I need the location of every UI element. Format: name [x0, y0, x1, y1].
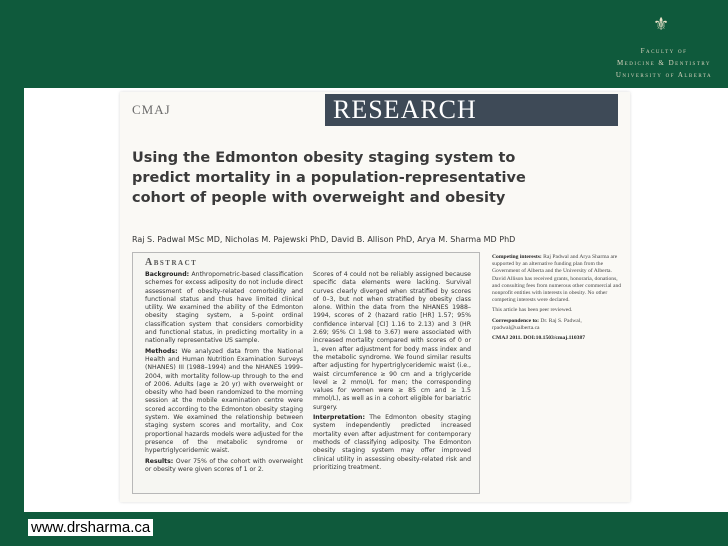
abstract-column-2 [313, 271, 471, 474]
abstract-box [132, 252, 480, 494]
paper-screenshot [120, 92, 630, 502]
paper-title: Using the Edmonton obesity staging system to predict mortality in a population-representative cohort of people with overweight and obesity [132, 150, 526, 206]
side-note: CMAJ 2011. DOI:10.1503/cmaj.110387 [492, 335, 586, 342]
sidebar-notes [492, 254, 622, 345]
section-banner: RESEARCH [325, 94, 618, 126]
abstract-heading: Abstract [145, 257, 198, 268]
journal-name: CMAJ [132, 102, 171, 117]
side-note: Competing interests: Raj Padwal and Arya Sharma are supported by an alternative funding plan from the Government of Alberta and the University of Alberta. David Allison has received grants, honoraria, donations, and consulting fees from numerous other commercial and nonprofit entities with interests in obesity. No other competing interests were declared. [492, 254, 622, 304]
footer-band [24, 512, 728, 546]
university-crest-icon: ⚜ [653, 14, 670, 34]
abstract-paragraph: Background: Anthropometric-based classification schemes for excess adiposity do not include direct assessment of obesity-related comorbidity and functional status and thus have limited clinical utility. We examined the ability of the Edmonton obesity staging system, a 5-point ordinal classification system that considers comorbidity and functional status, in predicting mortality in a nationally representative US sample. [145, 271, 303, 345]
faculty-logo-text [610, 45, 718, 81]
faculty-line3: University of Alberta [615, 71, 713, 79]
side-note: Correspondence to: Dr. Raj S. Padwal, rpadwal@ualberta.ca [492, 317, 582, 331]
abstract-paragraph: Results: Over 75% of the cohort with overweight or obesity were given scores of 1 or 2. [145, 457, 303, 473]
left-green-strip [0, 0, 24, 546]
slide-content [24, 88, 728, 512]
abstract-paragraph: Methods: We analyzed data from the National Health and Human Nutrition Examination Surveys (NHANES) III (1988–1994) and the NHANES 1999–2004, with mortality follow-up through to the end of 2006. Adults (age ≥ 20 yr) with overweight or obesity who had been randomized to the morning session at the mobile examination centre were scored according to the Edmonton obesity staging system. We examined the relationship between staging system scores and mortality, and Cox proportional hazards models were adjusted for the presence of the metabolic syndrome or hypertriglyceridemic waist. [145, 347, 303, 455]
faculty-line2: Medicine & Dentistry [616, 59, 712, 67]
paper-authors: Raj S. Padwal MSc MD, Nicholas M. Pajewski PhD, David B. Allison PhD, Arya M. Sharma MD PhD [132, 235, 516, 244]
abstract-paragraph: Interpretation: The Edmonton obesity staging system independently predicted increased mortality even after adjustment for contemporary methods of classifying adiposity. The Edmonton obesity staging system may offer improved clinical utility in assessing obesity-related risk and prioritizing treatment. [313, 414, 471, 471]
side-note: This article has been peer reviewed. [492, 307, 573, 314]
faculty-line1: Faculty of [640, 47, 688, 55]
abstract-paragraph: Scores of 4 could not be reliably assigned because specific data elements were lacking. Survival curves clearly diverged when stratified by scores of 0–3, but not when stratified by obesity class alone. Within the data from the NHANES 1988–1994, scores of 2 (hazard ratio [HR] 1.57; 95% confidence interval [CI] 1.16 to 2.13) and 3 (HR 2.69; 95% CI 1.98 to 3.67) were associated with increased mortality compared with scores of 0 or 1, even after adjustment for body mass index and the metabolic syndrome. We found similar results after adjusting for hypertriglyceridemic waist (i.e., waist circumference ≥ 90 cm and a triglyceride level ≥ 2 mmol/L for men; the corresponding values for women were ≥ 85 cm and ≥ 1.5 mmol/L), as well as in a cohort eligible for bariatric surgery. [313, 271, 471, 411]
abstract-column-1 [145, 271, 303, 476]
footer-url-link[interactable]: www.drsharma.ca [28, 519, 153, 536]
